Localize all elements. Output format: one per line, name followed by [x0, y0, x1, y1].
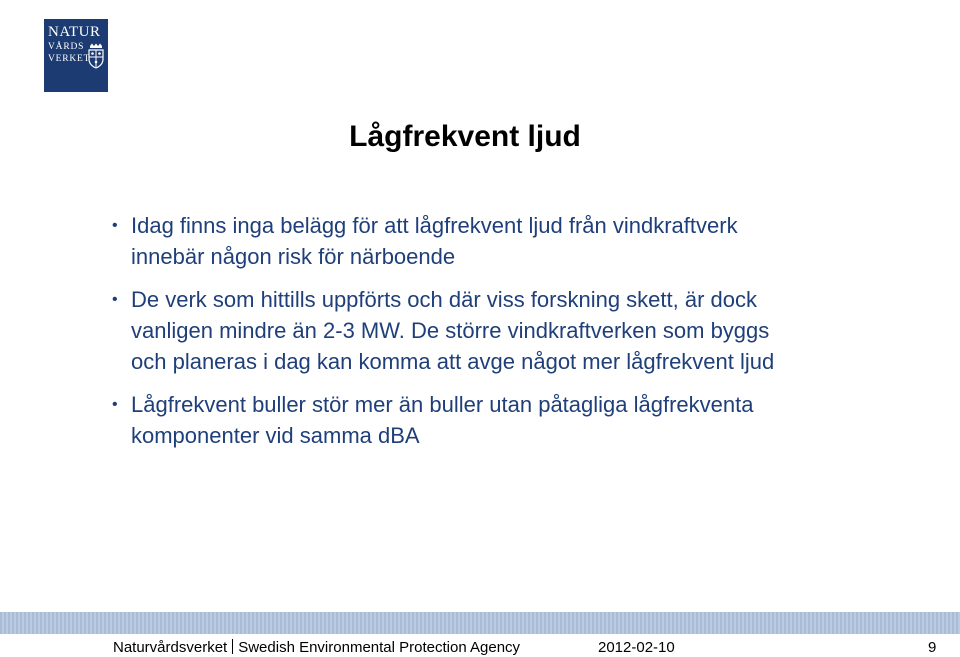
bullet-item: [110, 210, 810, 272]
footer: [0, 637, 960, 657]
naturvardsverket-logo: [44, 19, 108, 92]
logo-line-3: VERKET: [48, 53, 91, 64]
footer-org-english: Swedish Environmental Protection Agency: [238, 639, 521, 656]
bullet-list: [110, 210, 810, 463]
page-number: 9: [928, 639, 937, 656]
bullet-marker: •: [112, 396, 118, 413]
bullet-item: [110, 389, 810, 451]
bullet-marker: •: [112, 291, 118, 308]
bullet-item: [110, 284, 810, 377]
footer-date: 2012-02-10: [598, 639, 675, 656]
footer-organization: [113, 639, 520, 656]
slide-title: Lågfrekvent ljud: [349, 120, 581, 153]
bullet-marker: •: [112, 217, 118, 234]
bullet-text: Idag finns inga belägg för att lågfrekvent ljud från vindkraftverk innebär någon risk för närboende: [131, 213, 738, 269]
logo-line-1: NATUR: [48, 24, 101, 40]
footer-divider: [232, 639, 233, 654]
bullet-text: De verk som hittills uppförts och där viss forskning skett, är dock vanligen mindre än 2-3 MW. De större vindkraftverken som byggs och planeras i dag kan komma att avge något mer lågfrekvent ljud: [131, 287, 775, 374]
bullet-text: Lågfrekvent buller stör mer än buller utan påtagliga lågfrekventa komponenter vid samma dBA: [131, 392, 754, 448]
footer-band: [0, 612, 960, 634]
footer-org-swedish: Naturvårdsverket: [113, 639, 228, 656]
logo-line-2: VÅRDS: [48, 42, 85, 52]
crown-shield-icon: [87, 43, 105, 69]
